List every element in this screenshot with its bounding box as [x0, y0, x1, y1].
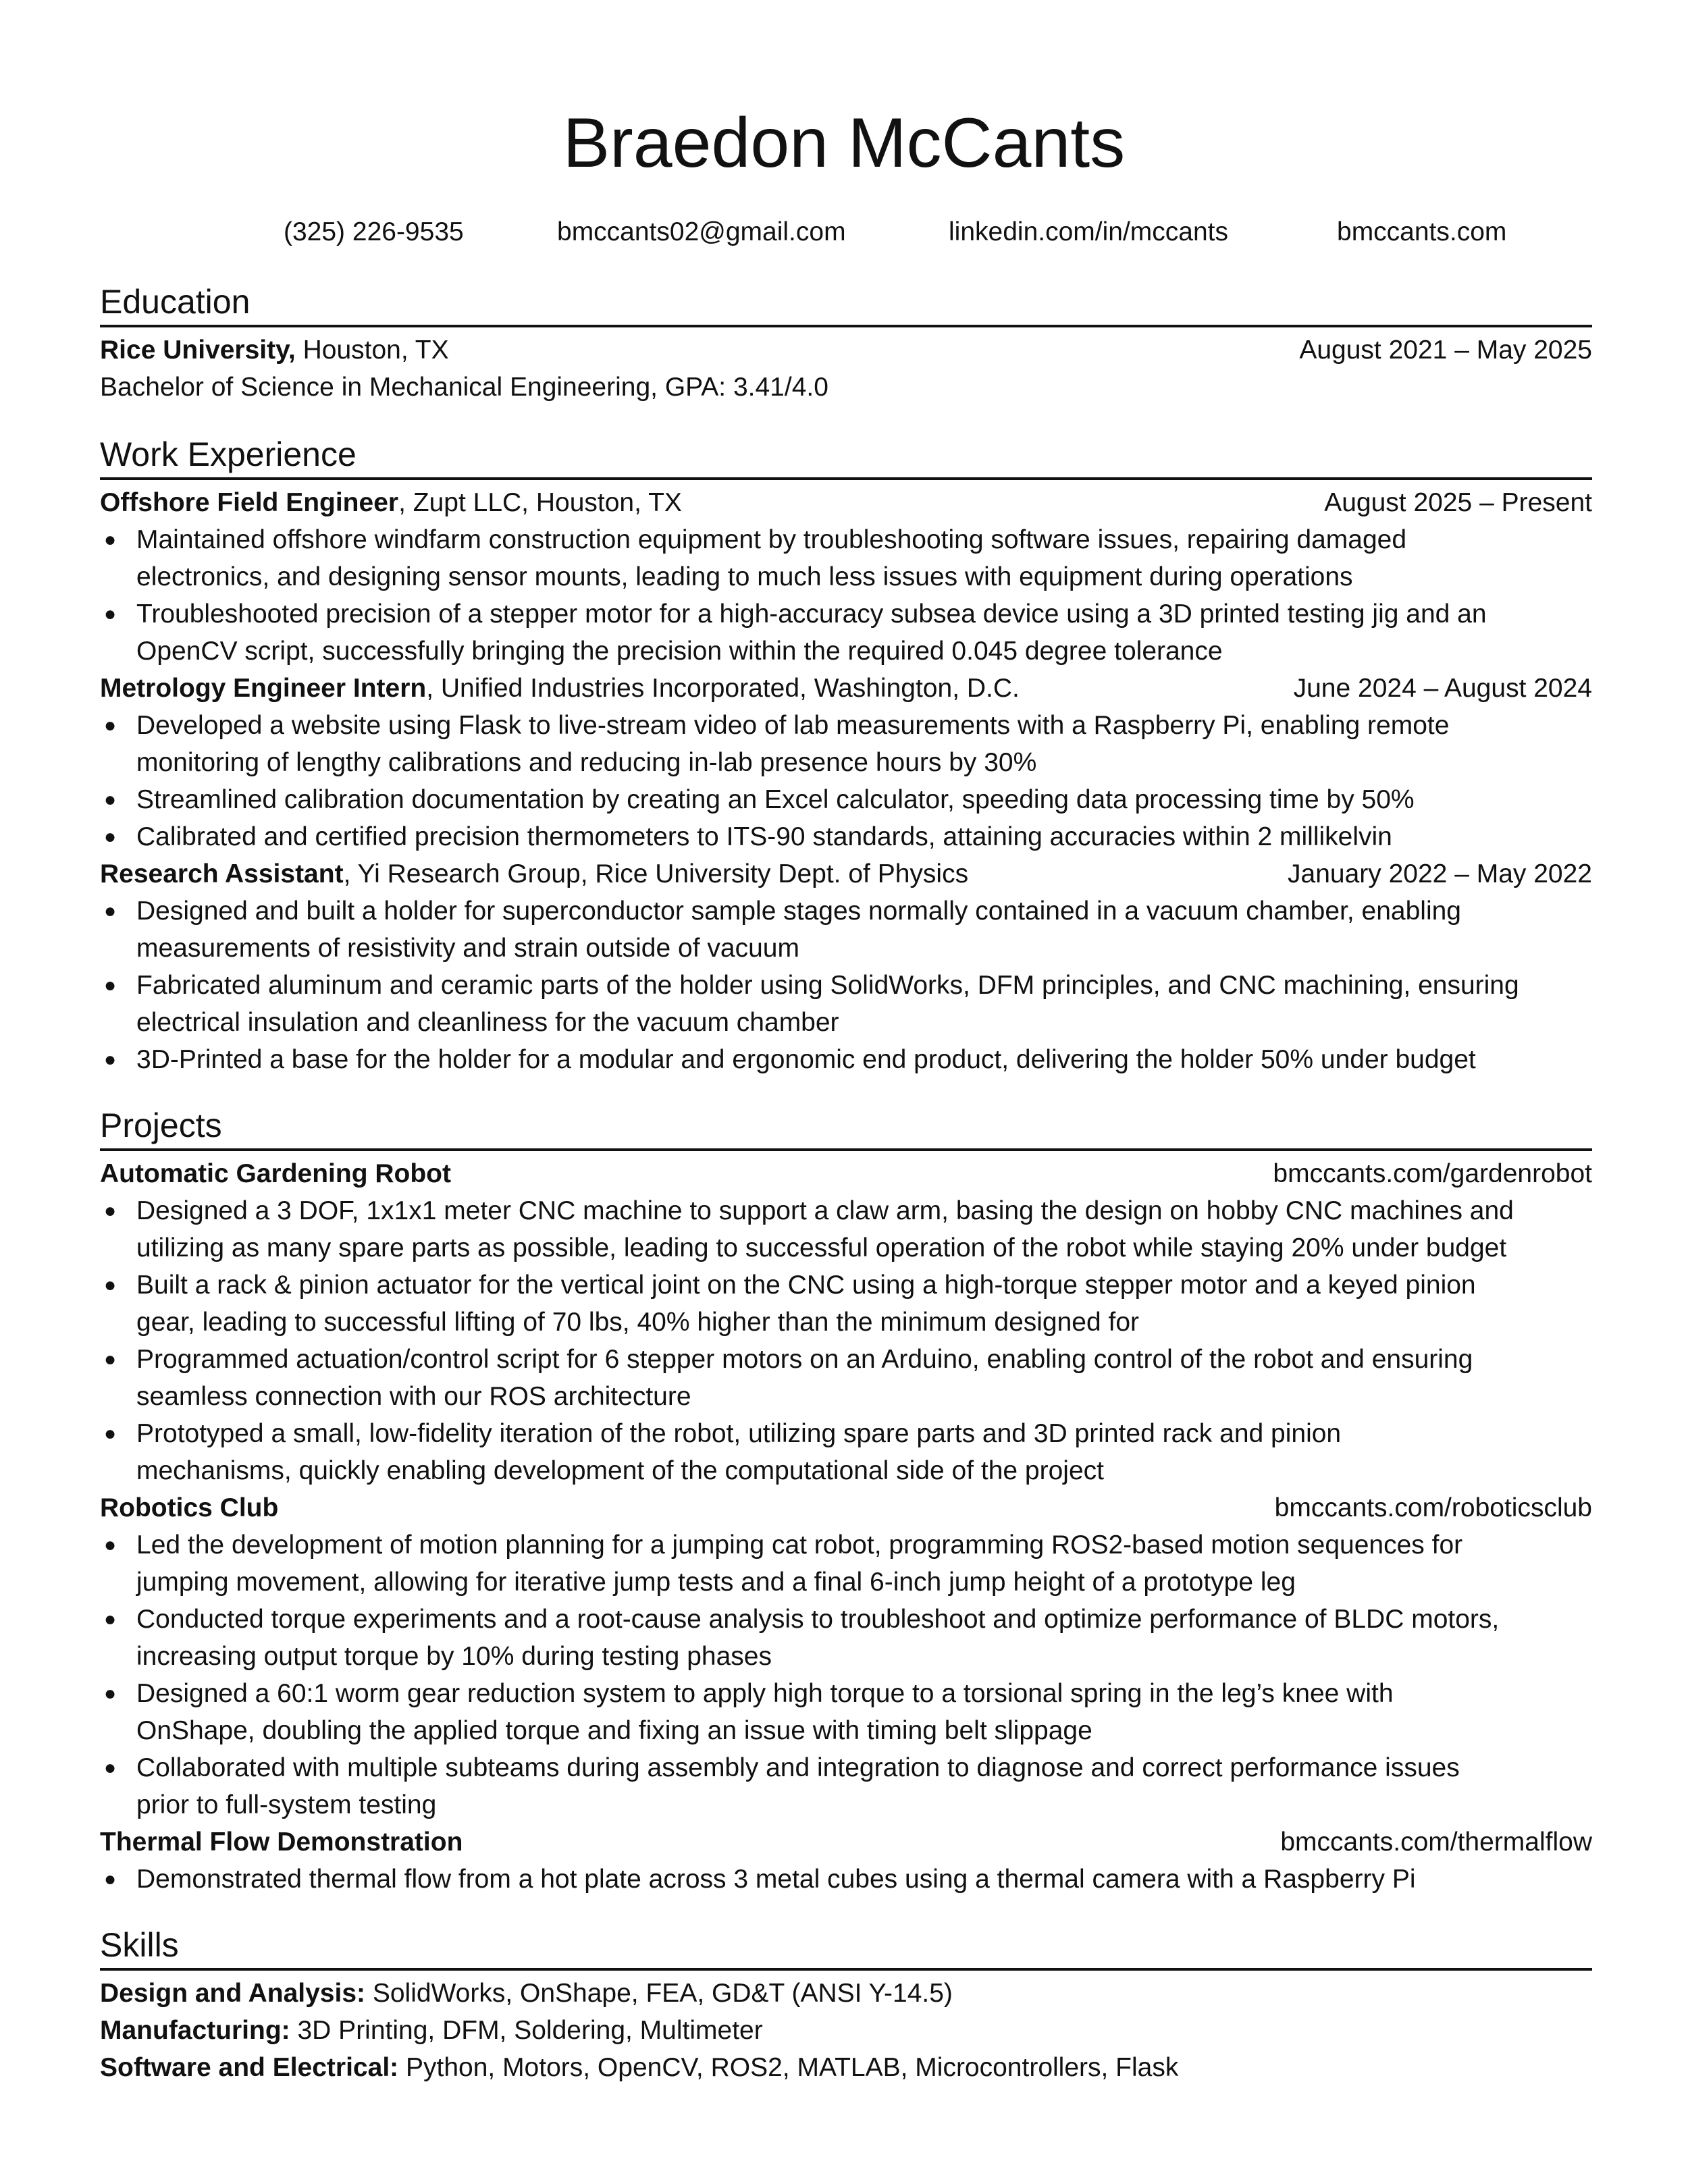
job-org: , Unified Industries Incorporated, Washington, D.C.: [426, 674, 1020, 703]
candidate-name: Braedon McCants: [562, 104, 1126, 182]
skill-row: [100, 2049, 1592, 2086]
education-entry-header: [100, 331, 1592, 369]
bullet-icon: ●: [104, 529, 117, 551]
project-entry: [100, 1823, 1592, 1898]
section-divider: [100, 1968, 1592, 1971]
job-dates: August 2025 – Present: [1324, 488, 1592, 517]
bullet-item: ● Conducted torque experiments and a root-cause analysis to troubleshoot and optimize performance of BLDC motors, increasing output torque by 10% during testing phases: [100, 1601, 1592, 1675]
bullet-item: ● Designed a 60:1 worm gear reduction system to apply high torque to a torsional spring in the leg’s knee with OnShape, doubling the applied torque and fixing an issue with timing belt slippage: [100, 1675, 1592, 1749]
linkedin-link[interactable]: linkedin.com/in/mccants: [949, 217, 1228, 246]
bullet-icon: ●: [104, 714, 117, 737]
job-org: , Yi Research Group, Rice University Dept. of Physics: [343, 859, 969, 888]
job-entry: [100, 670, 1592, 855]
bullet-icon: ●: [104, 1422, 117, 1445]
skill-value: SolidWorks, OnShape, FEA, GD&T (ANSI Y-14.5): [365, 1979, 953, 2008]
bullet-icon: ●: [104, 789, 117, 811]
bullet-item: ● 3D-Printed a base for the holder for a modular and ergonomic end product, delivering the holder 50% under budget: [100, 1041, 1592, 1078]
projects-section: [100, 1109, 1592, 1898]
section-title: Projects: [100, 1107, 222, 1144]
skill-row: [100, 1975, 1592, 2012]
project-header: [100, 1489, 1592, 1526]
skill-label: Manufacturing:: [100, 2016, 290, 2045]
bullet-item: ● Calibrated and certified precision thermometers to ITS-90 standards, attaining accuracies within 2 millikelvin: [100, 818, 1592, 855]
job-dates: June 2024 – August 2024: [1293, 674, 1592, 703]
work-experience-section: [100, 437, 1592, 1078]
project-link[interactable]: bmccants.com/gardenrobot: [1273, 1159, 1592, 1188]
contact-bar: [0, 217, 1688, 258]
job-header: [100, 670, 1592, 707]
school-name: Rice University,: [100, 336, 296, 365]
bullet-item: ● Fabricated aluminum and ceramic parts of the holder using SolidWorks, DFM principles, and CNC machining, ensuring electrical insulation and cleanliness for the vacuum chamber: [100, 967, 1592, 1041]
section-title: Education: [100, 283, 250, 321]
bullet-icon: ●: [104, 1200, 117, 1222]
bullet-item: ● Led the development of motion planning for a jumping cat robot, programming ROS2-based motion sequences for jumping movement, allowing for iterative jump tests and a final 6-inch jump height of a prototype leg: [100, 1526, 1592, 1601]
bullet-icon: ●: [104, 900, 117, 922]
bullet-item: ● Designed a 3 DOF, 1x1x1 meter CNC machine to support a claw arm, basing the design on hobby CNC machines and utilizing as many spare parts as possible, leading to successful operation of the robot while staying 20% under budget: [100, 1192, 1592, 1267]
bullet-item: ● Demonstrated thermal flow from a hot plate across 3 metal cubes using a thermal camera with a Raspberry Pi: [100, 1861, 1592, 1898]
skill-value: 3D Printing, DFM, Soldering, Multimeter: [290, 2016, 763, 2045]
skill-row: [100, 2012, 1592, 2049]
job-role: Metrology Engineer Intern: [100, 674, 427, 703]
skills-section: [100, 1928, 1592, 2086]
email-link[interactable]: bmccants02@gmail.com: [557, 217, 846, 246]
degree-line: Bachelor of Science in Mechanical Engineering, GPA: 3.41/4.0: [100, 373, 828, 402]
project-name: Automatic Gardening Robot: [100, 1159, 451, 1188]
school-location: Houston, TX: [295, 336, 449, 365]
bullet-item: ● Developed a website using Flask to live-stream video of lab measurements with a Raspberry Pi, enabling remote monitoring of lengthy calibrations and reducing in-lab presence hours by 30%: [100, 707, 1592, 781]
phone-number: (325) 226-9535: [284, 217, 464, 246]
education-dates: August 2021 – May 2025: [1299, 336, 1592, 365]
job-header: [100, 484, 1592, 521]
education-section: [100, 285, 1592, 406]
bullet-item: ● Programmed actuation/control script for 6 stepper motors on an Arduino, enabling control of the robot and ensuring seamless connection with our ROS architecture: [100, 1341, 1592, 1415]
section-divider: [100, 477, 1592, 480]
bullet-item: ● Collaborated with multiple subteams during assembly and integration to diagnose and correct performance issues prior to full-system testing: [100, 1749, 1592, 1823]
bullet-icon: ●: [104, 1757, 117, 1779]
project-name: Robotics Club: [100, 1493, 279, 1522]
skill-value: Python, Motors, OpenCV, ROS2, MATLAB, Microcontrollers, Flask: [398, 2053, 1179, 2082]
bullet-item: ● Troubleshooted precision of a stepper motor for a high-accuracy subsea device using a 3D printed testing jig and an OpenCV script, successfully bringing the precision within the required 0.045 degree tolerance: [100, 595, 1592, 670]
bullet-icon: ●: [104, 1608, 117, 1630]
section-divider: [100, 325, 1592, 327]
section-title: Work Experience: [100, 435, 357, 473]
project-link[interactable]: bmccants.com/thermalflow: [1280, 1828, 1592, 1857]
bullet-icon: ●: [104, 1682, 117, 1705]
bullet-icon: ●: [104, 1868, 117, 1890]
skill-label: Software and Electrical:: [100, 2053, 399, 2082]
bullet-icon: ●: [104, 826, 117, 848]
bullet-item: ● Streamlined calibration documentation by creating an Excel calculator, speeding data processing time by 50%: [100, 781, 1592, 818]
project-entry: [100, 1155, 1592, 1489]
bullet-item: ● Built a rack & pinion actuator for the vertical joint on the CNC using a high-torque stepper motor and a keyed pinion gear, leading to successful lifting of 70 lbs, 40% higher than the minimum designed for: [100, 1267, 1592, 1341]
bullet-icon: ●: [104, 603, 117, 625]
section-divider: [100, 1148, 1592, 1151]
website-link[interactable]: bmccants.com: [1337, 217, 1507, 246]
bullet-item: ● Prototyped a small, low-fidelity iteration of the robot, utilizing spare parts and 3D printed rack and pinion mechanisms, quickly enabling development of the computational side of the project: [100, 1415, 1592, 1489]
job-role: Offshore Field Engineer: [100, 488, 399, 517]
bullet-icon: ●: [104, 1048, 117, 1071]
job-entry: [100, 855, 1592, 1078]
project-name: Thermal Flow Demonstration: [100, 1828, 463, 1857]
project-link[interactable]: bmccants.com/roboticsclub: [1274, 1493, 1592, 1522]
section-title: Skills: [100, 1926, 179, 1964]
bullet-icon: ●: [104, 1274, 117, 1296]
bullet-item: ● Maintained offshore windfarm construction equipment by troubleshooting software issues, repairing damaged electronics, and designing sensor mounts, leading to much less issues with equipment during operations: [100, 521, 1592, 595]
project-entry: [100, 1489, 1592, 1823]
project-header: [100, 1155, 1592, 1192]
bullet-icon: ●: [104, 974, 117, 996]
bullet-icon: ●: [104, 1534, 117, 1556]
job-dates: January 2022 – May 2022: [1288, 859, 1592, 888]
project-header: [100, 1823, 1592, 1861]
job-header: [100, 855, 1592, 893]
bullet-icon: ●: [104, 1348, 117, 1370]
job-role: Research Assistant: [100, 859, 344, 888]
job-entry: [100, 484, 1592, 670]
bullet-item: ● Designed and built a holder for superconductor sample stages normally contained in a vacuum chamber, enabling measurements of resistivity and strain outside of vacuum: [100, 893, 1592, 967]
job-org: , Zupt LLC, Houston, TX: [398, 488, 682, 517]
skill-label: Design and Analysis:: [100, 1979, 365, 2008]
